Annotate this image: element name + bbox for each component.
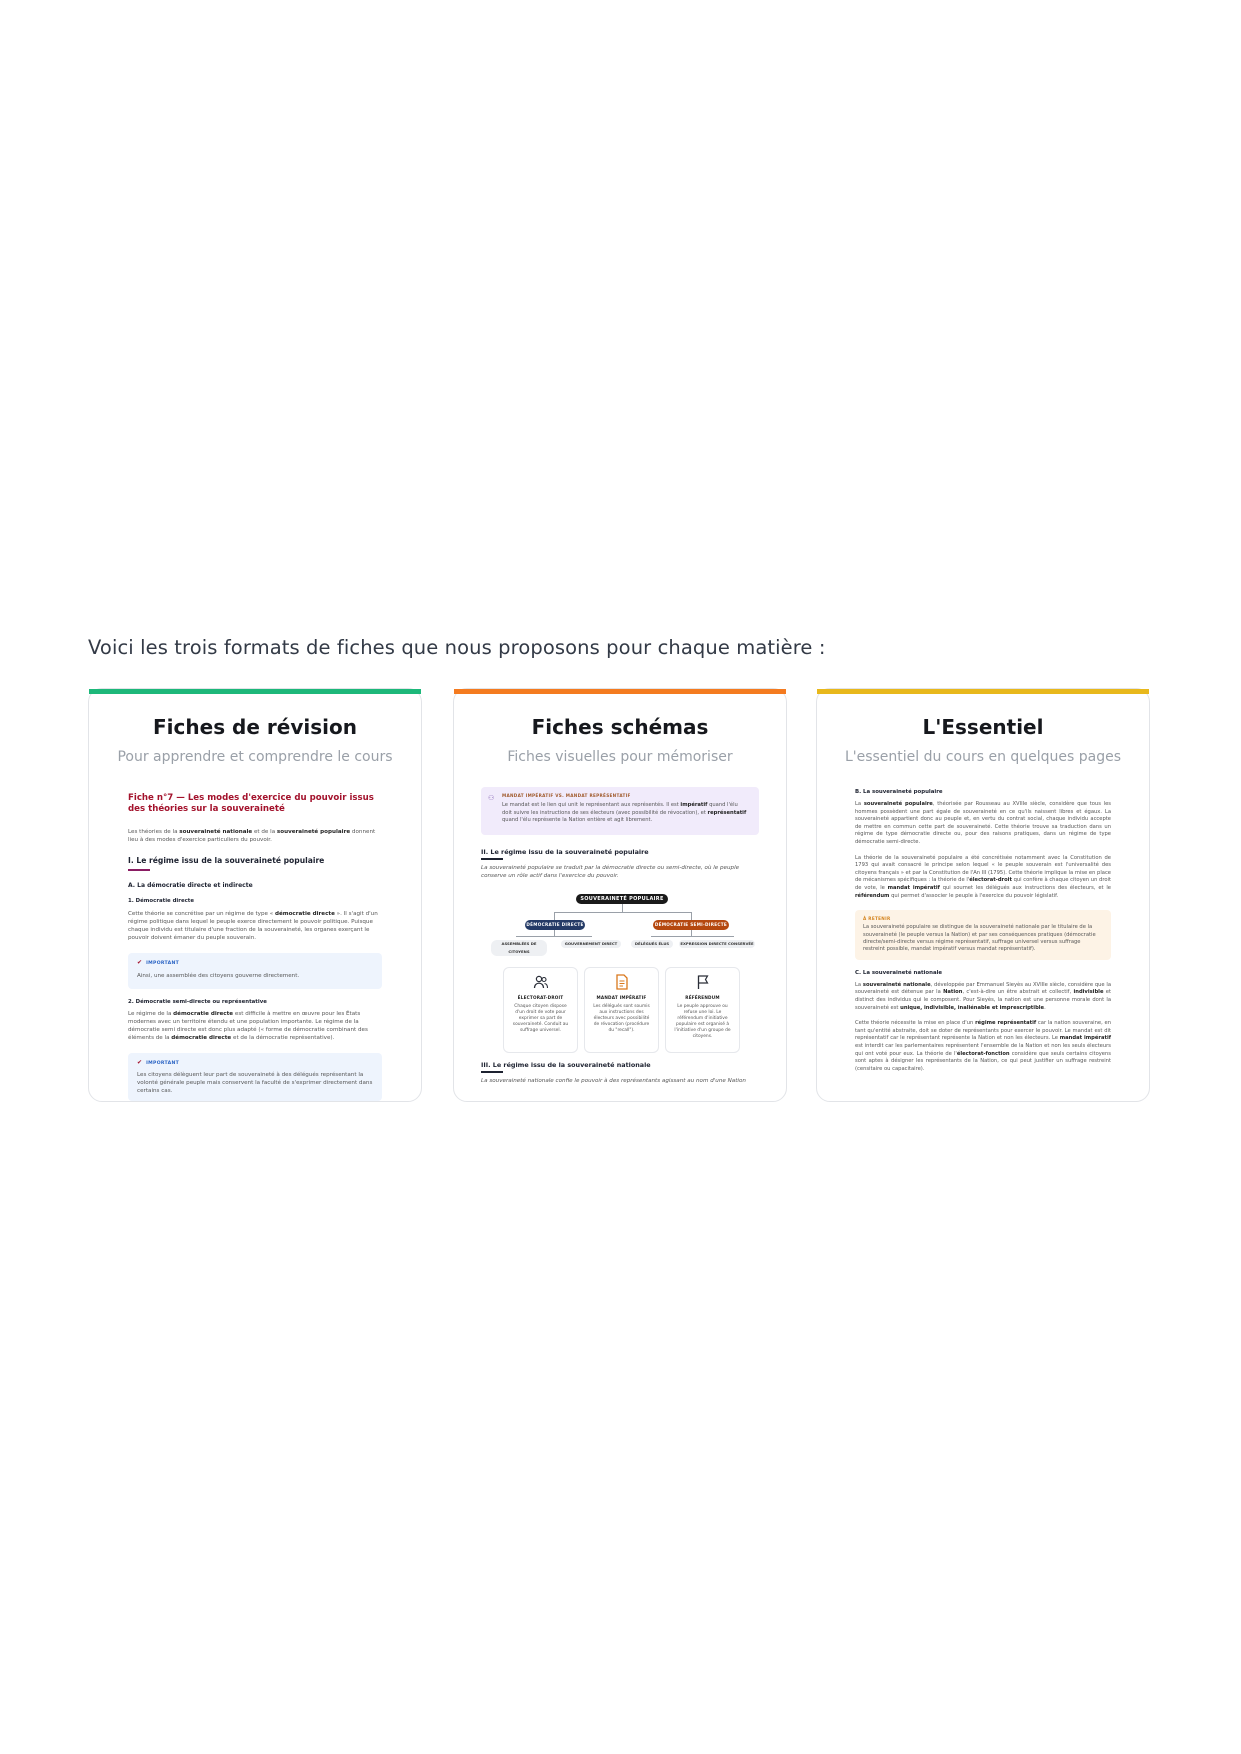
flag-icon <box>666 974 739 992</box>
preview-section-title: B. La souveraineté populaire <box>855 789 943 795</box>
mandat-box: ⚇ MANDAT IMPÉRATIF VS. MANDAT REPRÉSENTATIF Le mandat est le lien qui unit le représentant aux représentés. Il est impératif quand l'élu doit suivre les instructions de ses électeurs (avec possibilité de révocation), et représentatif quand l'élu représente la Nation entière et agit librement. <box>481 787 759 835</box>
check-icon: ✔ <box>137 1059 143 1066</box>
diagram-chip: EXPRESSION DIRECTE CONSERVÉE <box>680 941 754 946</box>
card-essentiel[interactable] <box>816 688 1150 1102</box>
check-icon: ✔ <box>137 959 143 966</box>
section-underline <box>481 858 503 860</box>
diagram-chip: ASSEMBLÉES DE CITOYENS <box>491 940 547 956</box>
intro-text: Voici les trois formats de fiches que nous proposons pour chaque matière : <box>88 636 826 659</box>
users-icon: ⚇ <box>488 794 495 802</box>
diagram-node-right: DÉMOCRATIE SEMI-DIRECTE <box>653 920 729 930</box>
section-underline <box>128 869 150 871</box>
preview-paragraph: La théorie de la souveraineté populaire a été concrétisée notamment avec la Constitution de 1793 qui avait consacré le principe selon lequel « le peuple souverain est l'universalité des citoyens français » et par la Constitution de l'An III (1795). Cette théorie implique la mise en place de mécanismes spécifiques : la théorie de l'électorat-droit qui confère à chaque citoyen un droit de vote, le mandat impératif qui soumet les délégués aux instructions des électeurs, et le référendum qui permet d'associer le peuple à l'exercice du pouvoir législatif. <box>855 854 1112 899</box>
important-note: ✔ IMPORTANT Les citoyens délèguent leur part de souveraineté à des délégués représentant la volonté générale peuple mais conservent la faculté de s'exprimer directement dans certains cas. <box>128 1053 382 1101</box>
card-preview <box>481 787 759 1087</box>
important-note: ✔ IMPORTANT Ainsi, une assemblée des citoyens gouverne directement. <box>128 953 382 989</box>
preview-paragraph: Cette théorie nécessite la mise en place d'un régime représentatif car la nation souveraine, en tant qu'entité abstraite, doit se doter de représentants pour exercer le pouvoir. Le mandat est dit représentatif car le représentant représente la Nation et non les électeurs. Le mandat impératif est interdit car les parlementaires représentent l'ensemble de la Nation et non les seuls électeurs qui ont voté pour eux. La théorie de l'électorat-fonction considère que seuls certains citoyens sont aptes à désigner les représentants de la Nation, ce qui peut justifier un suffrage restreint (censitaire ou capacitaire). <box>855 1020 1111 1072</box>
card-subtitle: L'essentiel du cours en quelques pages <box>844 749 1122 765</box>
preview-section-title: I. Le régime issu de la souveraineté populaire <box>128 856 325 865</box>
card-subtitle: Fiches visuelles pour mémoriser <box>507 749 733 765</box>
preview-paragraph: Cette théorie se concrétise par un régime de type « démocratie directe ». Il s'agit d'un régime politique dans lequel le peuple exerce directement le pouvoir politique. Puisque chaque individu est titulaire d'une fraction de la souveraineté, les organes exerçant le pouvoir doivent émaner du peuple souverain. <box>128 911 378 941</box>
preview-subsection: A. La démocratie directe et indirecte <box>128 882 253 889</box>
card-accent-bar <box>454 689 786 694</box>
diagram-chip: GOUVERNEMENT DIRECT <box>561 940 621 948</box>
document-icon <box>585 974 658 992</box>
card-preview <box>128 793 382 1094</box>
card-title: Fiches schémas <box>531 715 709 739</box>
card-title: L'Essentiel <box>922 715 1044 739</box>
preview-paragraph: La souveraineté populaire se traduit par la démocratie directe ou semi-directe, où le peuple conserve un rôle actif dans l'exercice du pouvoir. <box>481 865 740 879</box>
preview-paragraph: Le régime de la démocratie directe est difficile à mettre en œuvre pour les États modernes avec un territoire étendu et une population importante. Le régime de la démocratie semi directe est donc plus adapté (« forme de démocratie combinant des éléments de la démocratie directe et de la démocratie représentative). <box>128 1011 368 1041</box>
preview-section-title: III. Le régime issu de la souveraineté nationale <box>481 1061 651 1069</box>
users-icon <box>504 974 577 992</box>
preview-paragraph: La souveraineté populaire, théorisée par Rousseau au XVIIIe siècle, considère que tous les hommes possèdent une part égale de souveraineté en ce qu'ils naissent libres et égaux. La souveraineté appartient donc au peuple et, en vertu du contrat social, chaque individu accepte de mettre en commun cette part de souveraineté. Cette théorie trouve sa traduction dans un régime de type démocratie directe ou, pour des raisons pratiques, dans un régime de type démocratie semi-directe. <box>855 801 1112 845</box>
card-fiches-schemas[interactable] <box>453 688 787 1102</box>
preview-heading: Fiche n°7 — Les modes d'exercice du pouvoir issus des théories sur la souveraineté <box>128 793 374 814</box>
preview-paragraph: La souveraineté nationale, développée par Emmanuel Sieyès au XVIIIe siècle, considère que la souveraineté est détenue par la Nation, c'est-à-dire un être abstrait et collectif, indivisible et distinct des individus qui le composent. Pour Sieyès, la nation est une personne morale dont la souveraineté est unique, indivisible, inaliénable et imprescriptible. <box>855 981 1112 1011</box>
icon-card-electorat: ÉLECTORAT-DROIT Chaque citoyen dispose d'un droit de vote pour exprimer sa part de souveraineté. Conduit au suffrage universel. <box>503 967 578 1053</box>
card-subtitle: Pour apprendre et comprendre le cours <box>117 749 393 765</box>
retenir-note: À RETENIR La souveraineté populaire se distingue de la souveraineté nationale par le titulaire de la souveraineté (le peuple versus la Nation) et par ses conséquences pratiques (démocratie directe/semi-directe versus régime représentatif, suffrage universel versus suffrage restreint possible, mandat impératif versus mandat représentatif). <box>855 910 1111 960</box>
preview-subsubsection: 2. Démocratie semi-directe ou représentative <box>128 999 267 1005</box>
preview-subsubsection: 1. Démocratie directe <box>128 898 195 904</box>
preview-section-title: II. Le régime issu de la souveraineté populaire <box>481 848 649 856</box>
card-fiches-revision[interactable] <box>88 688 422 1102</box>
diagram-root: SOUVERAINETÉ POPULAIRE <box>576 894 668 904</box>
preview-section-title: C. La souveraineté nationale <box>855 969 943 976</box>
card-accent-bar <box>817 689 1149 694</box>
diagram-chip: DÉLÉGUÉS ÉLUS <box>631 940 673 948</box>
card-accent-bar <box>89 689 421 694</box>
section-underline <box>481 1071 503 1073</box>
preview-intro: Les théories de la souveraineté nationale et de la souveraineté populaire donnent lieu à des modes d'exercice particuliers du pouvoir. <box>128 829 376 843</box>
diagram-node-left: DÉMOCRATIE DIRECTE <box>525 920 585 930</box>
card-title: Fiches de révision <box>153 715 357 739</box>
card-preview <box>855 789 1111 1087</box>
icon-card-mandat: MANDAT IMPÉRATIF Les délégués sont soumis aux instructions des électeurs avec possibilité de révocation (procédure du "recall"). <box>584 967 659 1053</box>
preview-paragraph: La souveraineté nationale confie le pouvoir à des représentants agissant au nom d'une Nation <box>481 1078 746 1084</box>
icon-card-referendum: RÉFÉRENDUM Le peuple approuve ou refuse une loi. Le référendum d'initiative populaire est organisé à l'initiative d'un groupe de citoyens. <box>665 967 740 1053</box>
